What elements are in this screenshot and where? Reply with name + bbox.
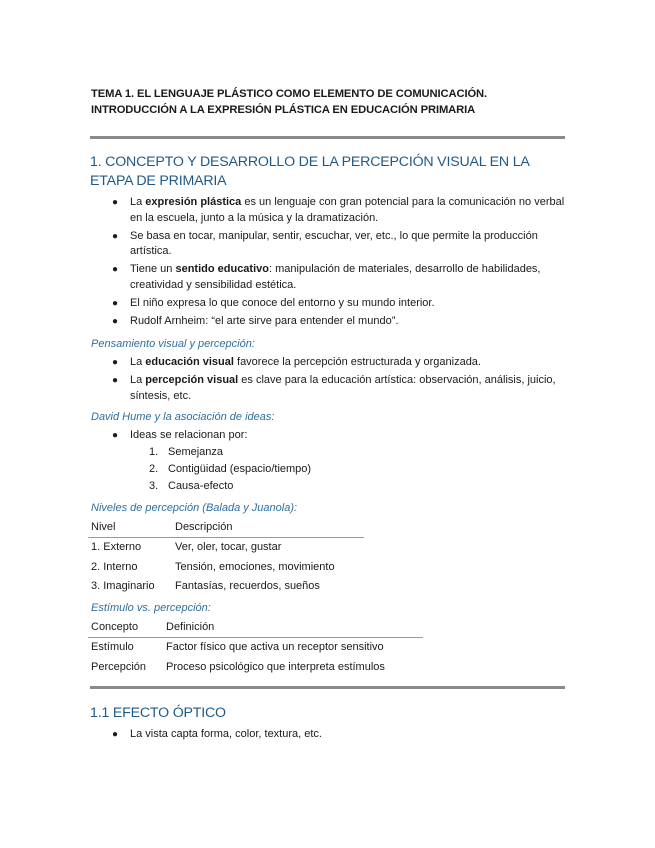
table-row [88,657,423,677]
section-divider [90,136,565,139]
bullet-icon: ● [112,230,119,242]
table-header-row [88,617,423,637]
table-row [88,557,364,577]
table-cell: Ver, oler, tocar, gustar [175,541,282,554]
hume-heading: David Hume y la asociación de ideas: [91,411,275,423]
table-cell: Fantasías, recuerdos, sueños [175,580,320,593]
section-1-heading: 1. CONCEPTO Y DESARROLLO DE LA PERCEPCIÓN VISUAL EN LA ETAPA DE PRIMARIA [90,154,529,189]
column-header: Nivel [88,517,172,537]
list-item: ● Se basa en tocar, manipular, sentir, escuchar, ver, etc., lo que permite la producción artística. [112,229,538,257]
table-cell: 2. Interno [91,560,138,573]
niveles-heading: Niveles de percepción (Balada y Juanola): [91,502,298,514]
list-item: ● Rudolf Arnheim: “el arte sirve para entender el mundo”. [0,314,570,330]
table-cell: Estímulo [91,641,134,654]
list-item: ● La educación visual favorece la percepción estructurada y organizada. [0,355,570,371]
bullet-icon: ● [112,729,119,740]
column-header: Descripción [172,517,364,537]
table-row [88,537,364,557]
section-1-1-heading: 1.1 EFECTO ÓPTICO [90,705,226,721]
list-item: ● Ideas se relacionan por: [0,428,570,444]
table-cell: Percepción [91,660,147,673]
list-item: 2. Contigüidad (espacio/tiempo) [149,463,312,475]
section-divider [90,686,565,689]
table-cell: Factor físico que activa un receptor sensitivo [166,641,384,654]
document-title-line-1: TEMA 1. EL LENGUAJE PLÁSTICO COMO ELEMENTO DE COMUNICACIÓN. [91,88,488,100]
pensamiento-heading: Pensamiento visual y percepción: [91,338,255,350]
column-header: Concepto [88,617,163,637]
table-header-row [88,517,364,537]
list-item: ● La expresión plástica es un lenguaje con gran potencial para la comunicación no verbal en la escuela, junto a la música y la dramatización. [112,196,565,224]
list-item: 1. Semejanza [149,446,224,458]
table-row [88,577,364,597]
list-item: ● La vista capta forma, color, textura, etc. [0,727,570,743]
table-cell: Tensión, emociones, movimiento [175,560,335,573]
list-item: 3. Causa-efecto [149,480,234,492]
section-1-1-bullet-list [0,727,655,745]
document-title [91,86,571,118]
table-cell: 1. Externo [91,541,142,554]
bullet-icon: ● [112,297,119,309]
list-item: ● El niño expresa lo que conoce del entorno y su mundo interior. [0,296,570,312]
bullet-icon: ● [112,315,119,327]
list-item: ● Tiene un sentido educativo: manipulación de materiales, desarrollo de habilidades, creatividad y sensibilidad estética. [112,263,541,291]
bullet-icon: ● [112,264,119,275]
bullet-icon: ● [112,430,119,441]
bullet-icon: ● [112,375,119,386]
document-title-line-2: INTRODUCCIÓN A LA EXPRESIÓN PLÁSTICA EN EDUCACIÓN PRIMARIA [91,104,476,116]
niveles-table [88,517,364,596]
pensamiento-bullet-list [0,355,655,407]
table-row [88,637,423,657]
bullet-icon: ● [112,197,119,208]
column-header: Definición [163,617,423,637]
estimulo-table [88,617,423,677]
table-cell: Proceso psicológico que interpreta estímulos [166,660,385,673]
hume-numbered-list [0,444,311,495]
table-cell: 3. Imaginario [91,580,155,593]
estimulo-heading: Estímulo vs. percepción: [91,602,211,614]
section-1-bullet-list [0,195,655,332]
bullet-icon: ● [112,357,119,368]
list-item: ● La percepción visual es clave para la educación artística: observación, análisis, juicio, síntesis, etc. [112,374,556,402]
